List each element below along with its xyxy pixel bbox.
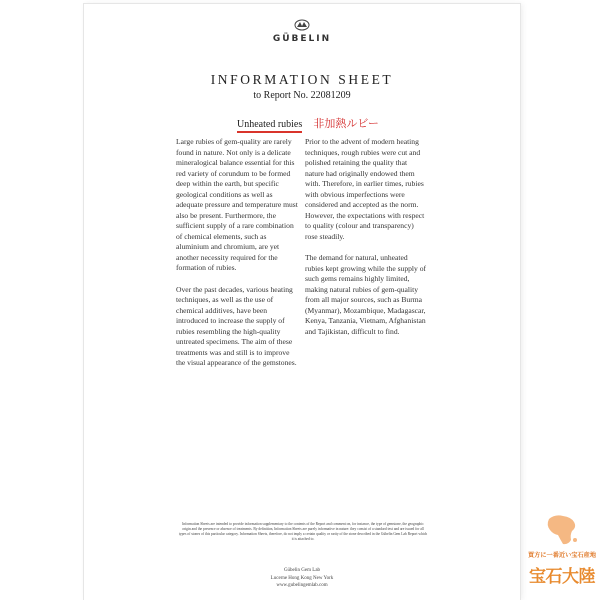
- subject-heading: [237, 112, 379, 131]
- brand-name: GÜBELIN: [272, 34, 332, 44]
- lab-name: Gübelin Gem Lab: [283, 568, 321, 573]
- lab-website: www.gubelingemlab.com: [276, 583, 328, 588]
- document-title: INFORMATION SHEET: [210, 72, 394, 87]
- shop-logo-text: 宝石大陸: [529, 567, 595, 587]
- disclaimer-note: Information Sheets are intended to provide information supplementary to the contents of the Report and comment on, for instance, the type of gemstone, the geographic origin and the presence or absence of treatments. By definition, Information Sheets are purely informative in nature: they consist of a standard text and are issued for all types of stones of this particular category. Information Sheets, therefore, do not imply a certain quality or rarity of the stone described in the Gübelin Gem Lab Report which it is attached to.: [178, 522, 428, 541]
- gubelin-crest-icon: [292, 18, 312, 32]
- lab-contact-block: [84, 567, 520, 590]
- subject-red-underline: [237, 131, 302, 133]
- left-text-column: [176, 137, 298, 380]
- subject-english: Unheated rubies: [237, 119, 302, 130]
- subject-japanese: 非加熱ルビー: [313, 117, 379, 130]
- report-number: to Report No. 22081209: [253, 90, 351, 101]
- left-paragraph-1: Large rubies of gem-quality are rarely found in nature. Not only is a delicate mineralogical balance essential for this red variety of corundum to be formed deep within the earth, but specific geological conditions as well as adequate pressure and temperature must also be present. Furthermore, the sufficient supply of a rare combination of chemical elements, such as aluminium and chromium, are yet another necessity required for the formation of rubies.: [176, 137, 298, 272]
- right-text-column: [305, 137, 427, 348]
- right-paragraph-2: The demand for natural, unheated rubies kept growing while the supply of such gems remains highly limited, making natural rubies of gem-quality from all major sources, such as Burma (Myanmar), Mozambique, Madagascar, Kenya, Tanzania, Vietnam, Afghanistan and Tajikistan, difficult to find.: [305, 253, 427, 336]
- shop-watermark: [527, 513, 597, 597]
- shop-tagline: 買方に一番近い宝石産地: [527, 552, 597, 559]
- right-paragraph-1: Prior to the advent of modern heating techniques, rough rubies were cut and polished retaining the quality that nature had originally endowed them with. Therefore, in earlier times, rubies with obvious imperfections were considered and accepted as the norm. However, the expectations with respect to quality (colour and transparency) rose steadily.: [305, 137, 425, 241]
- information-sheet-paper: [84, 4, 520, 600]
- africa-map-icon: [541, 513, 581, 547]
- left-paragraph-2: Over the past decades, various heating techniques, as well as the use of chemical additives, have been introduced to increase the supply of rubies resembling the high-quality untreated specimens. The aim of these treatments was and still is to improve the visual appearance of the gemstones.: [176, 284, 297, 367]
- lab-locations: Lucerne Hong Kong New York: [270, 575, 334, 581]
